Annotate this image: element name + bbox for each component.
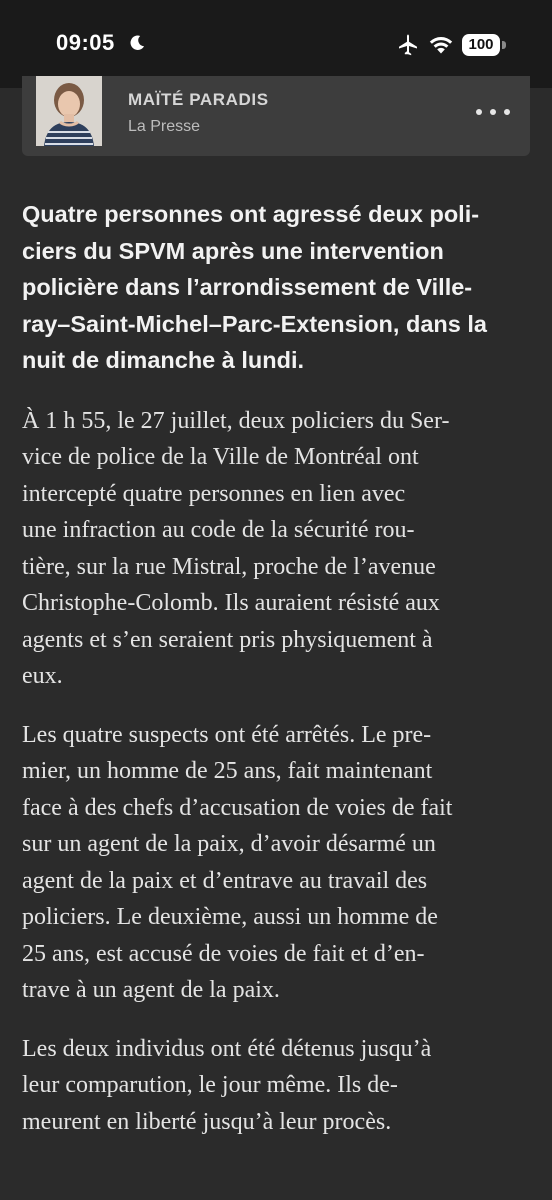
author-name[interactable]: MAÏTÉ PARADIS [128, 90, 269, 109]
author-outlet: La Presse [128, 118, 201, 135]
more-horizontal-icon-dot [504, 109, 510, 115]
more-horizontal-icon [476, 109, 482, 115]
status-time: 09:05 [56, 30, 115, 55]
more-options-button[interactable] [470, 98, 516, 124]
article-paragraph: À 1 h 55, le 27 juillet, deux policiers du Ser- vice de police de la Ville de Montréal ont intercepté quatre personnes en lien avec une infraction au code de la sécurité rou- tière, sur la rue Mistral, proche de l’avenue Christophe-Colomb. Ils auraient résisté aux agents et s’en seraient pris physiquement à eux. [22, 407, 450, 689]
article-lede: Quatre personnes ont agressé deux poli- ciers du SPVM après une intervention policière dans l’arrondissement de Ville- ray–Saint-Michel–Parc-Extension, dans la nuit de dimanche à lundi. [22, 201, 487, 373]
author-avatar [36, 76, 102, 146]
battery-icon [462, 34, 506, 56]
author-card[interactable] [22, 76, 530, 156]
article-paragraph: Les deux individus ont été détenus jusqu’à leur comparution, le jour même. Ils de- meurent en liberté jusqu’à leur procès. [22, 1035, 432, 1135]
more-horizontal-icon-dot [490, 109, 496, 115]
battery-tip [502, 41, 506, 49]
airplane-icon [396, 33, 420, 57]
battery-level: 100 [462, 34, 500, 56]
status-bar [0, 0, 552, 88]
article-paragraph: Les quatre suspects ont été arrêtés. Le pre- mier, un homme de 25 ans, fait maintenant face à des chefs d’accusation de voies de fait sur un agent de la paix, d’avoir désarmé un agent de la paix et d’entrave au travail des policiers. Le deuxième, aussi un homme de 25 ans, est accusé de voies de fait et d’en- trave à un agent de la paix. [22, 721, 453, 1003]
wifi-icon [428, 35, 454, 55]
author-photo [36, 76, 102, 146]
moon-icon [128, 34, 146, 52]
article-body [22, 196, 532, 1162]
